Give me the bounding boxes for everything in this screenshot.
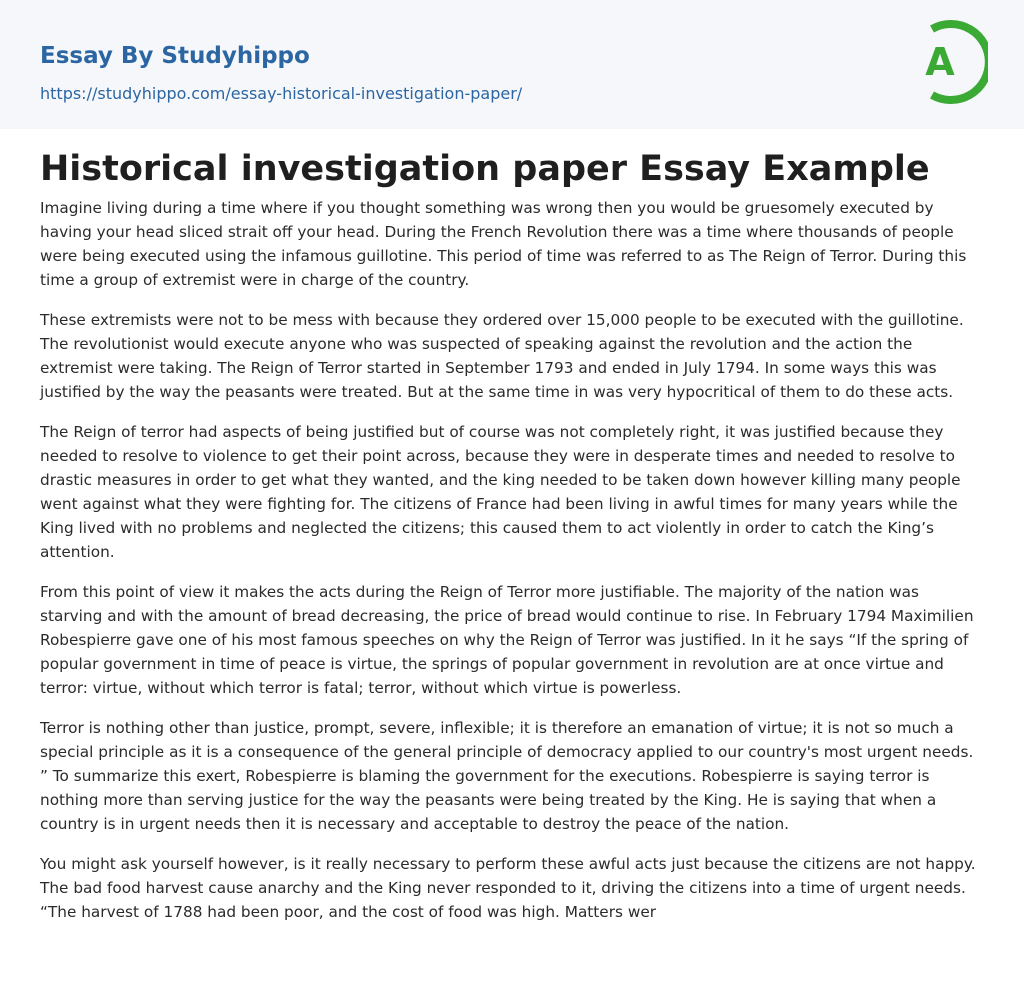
article-paragraph: Imagine living during a time where if you thought something was wrong then you would be gruesomely executed by having your head sliced strait off your head. During the French Revolution there was a time where thousands of people were being executed using the infamous guillotine. This period of time was referred to as The Reign of Terror. During this time a group of extremist were in charge of the country. [40,199,967,289]
site-header [0,0,1024,129]
article-paragraph: These extremists were not to be mess with because they ordered over 15,000 people to be executed with the guillotine. The revolutionist would execute anyone who was suspected of speaking against the revolution and the action the extremist were taking. The Reign of Terror started in September 1793 and ended in July 1794. In some ways this was justified by the way the peasants were treated. But at the same time in was very hypocritical of them to do these acts. [40,311,964,401]
article-paragraph: Terror is nothing other than justice, prompt, severe, inflexible; it is therefore an emanation of virtue; it is not so much a special principle as it is a consequence of the general principle of democracy applied to our country's most urgent needs. ” To summarize this exert, Robespierre is blaming the government for the executions. Robespierre is saying terror is nothing more than serving justice for the way the peasants were being treated by the King. He is saying that when a country is in urgent needs then it is necessary and acceptable to destroy the peace of the nation. [40,719,974,833]
studyhippo-logo-icon[interactable] [908,19,988,105]
logo-letter: A [925,40,955,84]
article [0,129,1024,924]
page-url-link[interactable]: https://studyhippo.com/essay-historical-investigation-paper/ [40,84,523,103]
article-paragraph: The Reign of terror had aspects of being justified but of course was not completely right, it was justified because they needed to resolve to violence to get their point across, because they were in desperate times and needed to resolve to drastic measures in order to get what they wanted, and the king needed to be taken down however killing many people went against what they were fighting for. The citizens of France had been living in awful times for many years while the King lived with no problems and neglected the citizens; this caused them to act violently in order to catch the King’s attention. [40,423,961,561]
site-brand[interactable]: Essay By Studyhippo [40,43,310,69]
article-paragraph: You might ask yourself however, is it really necessary to perform these awful acts just because the citizens are not happy. The bad food harvest cause anarchy and the King never responded to it, driving the citizens into a time of urgent needs. “The harvest of 1788 had been poor, and the cost of food was high. Matters wer [40,855,976,921]
page-title: Historical investigation paper Essay Example [40,149,930,189]
article-paragraph: From this point of view it makes the acts during the Reign of Terror more justifiable. The majority of the nation was starving and with the amount of bread decreasing, the price of bread would continue to rise. In February 1794 Maximilien Robespierre gave one of his most famous speeches on why the Reign of Terror was justified. In it he says “If the spring of popular government in time of peace is virtue, the springs of popular government in revolution are at once virtue and terror: virtue, without which terror is fatal; terror, without which virtue is powerless. [40,583,974,697]
